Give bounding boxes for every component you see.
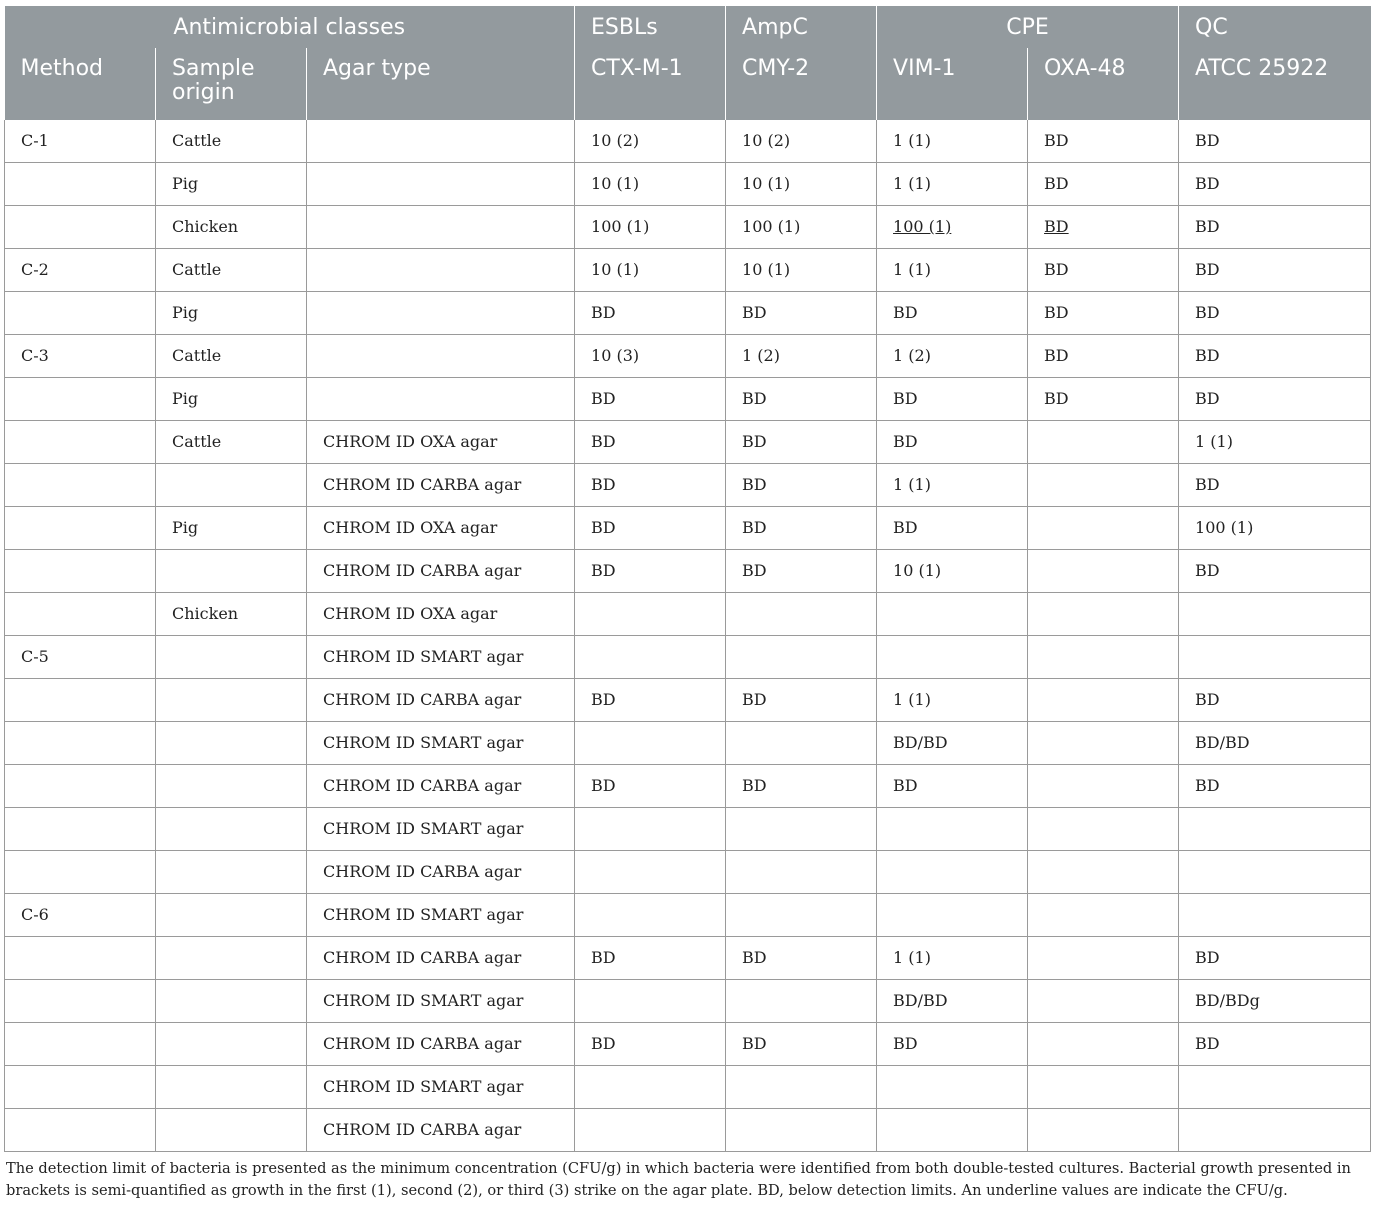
table-cell: BD <box>575 764 726 807</box>
table-cell <box>877 592 1028 635</box>
underlined-value: BD <box>1044 217 1069 236</box>
table-cell: 10 (1) <box>877 549 1028 592</box>
table-cell: BD <box>726 463 877 506</box>
table-cell <box>5 936 156 979</box>
table-cell: BD <box>726 291 877 334</box>
table-cell: C-3 <box>5 334 156 377</box>
table-row <box>5 1022 1371 1065</box>
table-cell: CHROM ID SMART agar <box>307 979 575 1022</box>
table-cell: BD <box>1028 248 1179 291</box>
table-cell <box>1028 463 1179 506</box>
header-oxa-48: OXA-48 <box>1028 48 1179 120</box>
table-cell <box>1028 850 1179 893</box>
table-cell: CHROM ID OXA agar <box>307 506 575 549</box>
table-cell: CHROM ID CARBA agar <box>307 678 575 721</box>
table-cell: CHROM ID SMART agar <box>307 721 575 764</box>
table-cell <box>1028 549 1179 592</box>
table-cell: BD <box>726 1022 877 1065</box>
table-cell: Cattle <box>156 248 307 291</box>
header-esbls: ESBLs <box>575 6 726 48</box>
table-cell <box>1028 893 1179 936</box>
table-row <box>5 1065 1371 1108</box>
table-cell: BD <box>1028 162 1179 205</box>
table-cell: 1 (1) <box>877 162 1028 205</box>
table-cell: CHROM ID OXA agar <box>307 592 575 635</box>
table-cell <box>307 162 575 205</box>
detection-limit-table <box>4 6 1371 1152</box>
table-cell: BD <box>726 420 877 463</box>
header-cmy-2: CMY-2 <box>726 48 877 120</box>
header-ctx-m-1: CTX-M-1 <box>575 48 726 120</box>
table-cell: CHROM ID SMART agar <box>307 635 575 678</box>
header-ampc: AmpC <box>726 6 877 48</box>
table-cell: BD <box>1028 120 1179 162</box>
table-cell: 10 (1) <box>726 162 877 205</box>
table-cell: CHROM ID CARBA agar <box>307 936 575 979</box>
table-cell: BD <box>1179 678 1371 721</box>
table-cell <box>1028 635 1179 678</box>
table-cell <box>877 1065 1028 1108</box>
table-cell: BD <box>1179 764 1371 807</box>
table-cell: BD <box>726 377 877 420</box>
table-cell <box>726 893 877 936</box>
table-cell <box>156 678 307 721</box>
table-cell <box>307 334 575 377</box>
table-cell <box>1028 420 1179 463</box>
table-cell: BD <box>1179 334 1371 377</box>
table-cell: 1 (1) <box>1179 420 1371 463</box>
table-cell: Pig <box>156 162 307 205</box>
table-cell <box>1179 850 1371 893</box>
table-cell: BD <box>1179 291 1371 334</box>
table-cell: BD <box>1028 377 1179 420</box>
table-row <box>5 678 1371 721</box>
table-cell: BD <box>877 1022 1028 1065</box>
table-row <box>5 850 1371 893</box>
table-cell: BD <box>726 506 877 549</box>
table-cell <box>575 850 726 893</box>
table-cell <box>1028 592 1179 635</box>
table-cell <box>5 764 156 807</box>
table-cell <box>575 807 726 850</box>
table-cell: BD/BD <box>1179 721 1371 764</box>
table-cell: 1 (1) <box>877 936 1028 979</box>
table-cell <box>575 721 726 764</box>
table-cell: Pig <box>156 377 307 420</box>
table-cell <box>575 1065 726 1108</box>
table-cell: BD <box>726 936 877 979</box>
table-cell <box>5 1022 156 1065</box>
table-cell: 10 (2) <box>726 120 877 162</box>
table-cell <box>307 248 575 291</box>
table-cell: CHROM ID CARBA agar <box>307 463 575 506</box>
table-cell <box>726 721 877 764</box>
table-cell: CHROM ID CARBA agar <box>307 850 575 893</box>
table-cell: BD <box>726 549 877 592</box>
table-cell <box>1179 893 1371 936</box>
table-cell <box>1179 1108 1371 1151</box>
table-cell <box>5 205 156 248</box>
table-cell <box>575 1108 726 1151</box>
table-cell <box>5 1108 156 1151</box>
table-cell: CHROM ID SMART agar <box>307 1065 575 1108</box>
table-cell <box>726 1065 877 1108</box>
table-cell <box>5 721 156 764</box>
table-cell <box>1028 1108 1179 1151</box>
table-cell: BD <box>1179 120 1371 162</box>
table-cell <box>5 162 156 205</box>
table-cell: C-1 <box>5 120 156 162</box>
table-cell <box>5 549 156 592</box>
underlined-value: 100 (1) <box>893 217 952 236</box>
table-cell: CHROM ID CARBA agar <box>307 764 575 807</box>
table-cell: BD <box>877 506 1028 549</box>
table-cell: BD <box>1179 162 1371 205</box>
table-cell <box>156 764 307 807</box>
table-cell <box>156 1022 307 1065</box>
table-cell <box>726 592 877 635</box>
table-cell: Cattle <box>156 334 307 377</box>
table-cell: 100 (1) <box>1179 506 1371 549</box>
table-cell <box>877 893 1028 936</box>
table-cell: BD <box>1179 1022 1371 1065</box>
table-cell <box>5 463 156 506</box>
table-cell: Chicken <box>156 205 307 248</box>
table-cell <box>307 377 575 420</box>
header-qc: QC <box>1179 6 1371 48</box>
table-cell: BD <box>575 377 726 420</box>
table-cell: BD <box>575 936 726 979</box>
table-cell: BD <box>877 764 1028 807</box>
header-sample-origin: Sample origin <box>156 48 307 120</box>
table-cell <box>156 463 307 506</box>
table-cell <box>726 807 877 850</box>
table-cell: BD <box>877 377 1028 420</box>
table-row <box>5 807 1371 850</box>
table-cell: BD <box>575 463 726 506</box>
table-cell: BD <box>1179 377 1371 420</box>
header-atcc-25922: ATCC 25922 <box>1179 48 1371 120</box>
table-cell: C-5 <box>5 635 156 678</box>
table-cell <box>1028 807 1179 850</box>
table-cell: 10 (1) <box>575 248 726 291</box>
table-cell: Chicken <box>156 592 307 635</box>
table-cell: BD <box>575 549 726 592</box>
table-cell <box>156 635 307 678</box>
table-cell: 1 (2) <box>877 334 1028 377</box>
table-cell: CHROM ID OXA agar <box>307 420 575 463</box>
table-cell: 10 (3) <box>575 334 726 377</box>
table-cell <box>726 635 877 678</box>
table-cell: 1 (2) <box>726 334 877 377</box>
table-cell <box>1028 764 1179 807</box>
table-cell <box>877 635 1028 678</box>
table-cell: CHROM ID SMART agar <box>307 893 575 936</box>
table-cell: 1 (1) <box>877 678 1028 721</box>
header-antimicrobial-classes: Antimicrobial classes <box>5 6 575 48</box>
table-row <box>5 936 1371 979</box>
table-row <box>5 334 1371 377</box>
table-cell <box>5 1065 156 1108</box>
table-row <box>5 635 1371 678</box>
table-cell <box>1179 592 1371 635</box>
table-cell: BD <box>726 678 877 721</box>
header-method: Method <box>5 48 156 120</box>
table-cell <box>1028 979 1179 1022</box>
table-cell: BD <box>1179 205 1371 248</box>
table-row <box>5 979 1371 1022</box>
table-cell <box>156 807 307 850</box>
table-cell <box>5 420 156 463</box>
table-cell <box>1028 506 1179 549</box>
table-cell: BD <box>575 420 726 463</box>
table-cell: BD <box>1179 549 1371 592</box>
table-cell: Pig <box>156 506 307 549</box>
table-cell: Cattle <box>156 120 307 162</box>
table-row <box>5 1108 1371 1151</box>
table-row <box>5 120 1371 162</box>
results-table-container <box>4 6 1370 1152</box>
table-cell <box>877 850 1028 893</box>
table-cell <box>5 979 156 1022</box>
header-agar-type: Agar type <box>307 48 575 120</box>
table-cell: BD <box>1179 248 1371 291</box>
table-cell <box>1028 678 1179 721</box>
table-cell: 10 (1) <box>575 162 726 205</box>
table-cell <box>1179 635 1371 678</box>
table-row <box>5 377 1371 420</box>
table-cell: BD <box>1179 463 1371 506</box>
table-cell <box>726 1108 877 1151</box>
table-cell: C-6 <box>5 893 156 936</box>
table-cell: CHROM ID CARBA agar <box>307 1108 575 1151</box>
table-cell <box>5 850 156 893</box>
table-cell <box>5 678 156 721</box>
table-cell: BD/BD <box>877 979 1028 1022</box>
header-vim-1: VIM-1 <box>877 48 1028 120</box>
header-group-row <box>5 6 1371 48</box>
table-cell <box>5 506 156 549</box>
table-body <box>5 120 1371 1151</box>
table-cell: 10 (1) <box>726 248 877 291</box>
table-cell: Pig <box>156 291 307 334</box>
table-cell <box>156 1108 307 1151</box>
table-cell <box>156 850 307 893</box>
header-column-row <box>5 48 1371 120</box>
table-cell: 100 (1) <box>726 205 877 248</box>
table-cell <box>5 377 156 420</box>
table-cell: BD <box>575 1022 726 1065</box>
table-cell <box>307 205 575 248</box>
table-row <box>5 549 1371 592</box>
table-cell: 10 (2) <box>575 120 726 162</box>
table-cell <box>877 807 1028 850</box>
table-cell <box>5 807 156 850</box>
table-cell: 1 (1) <box>877 120 1028 162</box>
table-cell <box>1028 1022 1179 1065</box>
table-cell <box>1179 1065 1371 1108</box>
table-cell: BD/BDg <box>1179 979 1371 1022</box>
table-cell <box>1028 1065 1179 1108</box>
table-cell: BD <box>726 764 877 807</box>
table-cell <box>575 635 726 678</box>
table-cell <box>726 979 877 1022</box>
table-cell <box>5 291 156 334</box>
table-cell: C-2 <box>5 248 156 291</box>
table-cell <box>877 205 1028 248</box>
table-row <box>5 592 1371 635</box>
table-cell: 100 (1) <box>575 205 726 248</box>
table-cell <box>156 936 307 979</box>
table-cell: BD/BD <box>877 721 1028 764</box>
table-cell <box>1028 721 1179 764</box>
table-cell: BD <box>575 678 726 721</box>
table-cell <box>575 592 726 635</box>
table-cell: BD <box>1179 936 1371 979</box>
table-cell <box>307 120 575 162</box>
table-cell <box>1028 205 1179 248</box>
table-row <box>5 248 1371 291</box>
table-cell <box>575 893 726 936</box>
table-row <box>5 506 1371 549</box>
table-cell <box>1179 807 1371 850</box>
header-cpe: CPE <box>877 6 1179 48</box>
table-cell: CHROM ID SMART agar <box>307 807 575 850</box>
table-cell: BD <box>877 291 1028 334</box>
table-cell: CHROM ID CARBA agar <box>307 1022 575 1065</box>
table-row <box>5 205 1371 248</box>
table-cell <box>156 721 307 764</box>
table-cell <box>156 893 307 936</box>
table-row <box>5 291 1371 334</box>
table-cell <box>156 1065 307 1108</box>
table-footnote: The detection limit of bacteria is presented as the minimum concentration (CFU/g) in which bacteria were identified from both double-tested cultures. Bacterial growth presented in brackets is semi-quantified as growth in the first (1), second (2), or third (3) strike on the agar plate. BD, below detection limits. An underline values are indicate the CFU/g. <box>6 1160 1351 1199</box>
table-cell: 1 (1) <box>877 248 1028 291</box>
table-cell: BD <box>1028 334 1179 377</box>
table-row <box>5 721 1371 764</box>
table-cell <box>156 549 307 592</box>
table-cell: Cattle <box>156 420 307 463</box>
table-cell <box>877 1108 1028 1151</box>
table-cell <box>307 291 575 334</box>
table-cell <box>575 979 726 1022</box>
table-header <box>5 6 1371 120</box>
table-row <box>5 162 1371 205</box>
table-cell <box>1028 936 1179 979</box>
table-cell: CHROM ID CARBA agar <box>307 549 575 592</box>
table-cell <box>726 850 877 893</box>
table-cell: 1 (1) <box>877 463 1028 506</box>
table-row <box>5 420 1371 463</box>
table-cell <box>156 979 307 1022</box>
table-row <box>5 893 1371 936</box>
table-row <box>5 463 1371 506</box>
table-cell: BD <box>1028 291 1179 334</box>
table-cell <box>5 592 156 635</box>
table-cell: BD <box>575 291 726 334</box>
table-row <box>5 764 1371 807</box>
table-cell: BD <box>575 506 726 549</box>
table-cell: BD <box>877 420 1028 463</box>
